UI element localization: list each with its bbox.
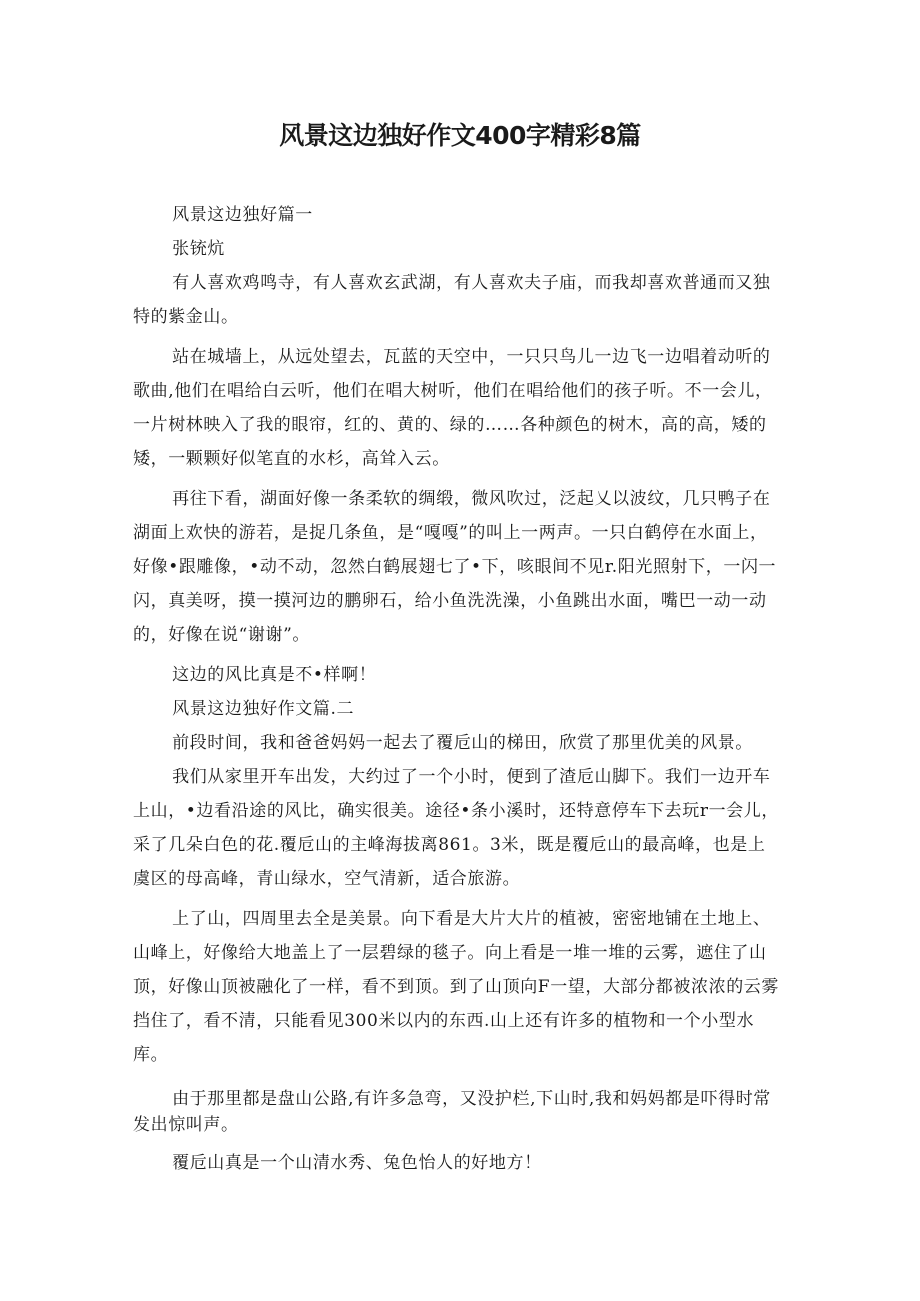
paragraph: 我们从家里开车出发，大约过了一个小时，便到了渣卮山脚下。我们一边开车上山，•边看沿途的风比，确实很美。途径•条小溪时，还特意停车下去玩r一会儿，采了几朵白色的花.覆卮山的主峰海拔离861。3米，既是覆卮山的最高峰，也是上虞区的母高峰，青山绿水，空气清新，适合旅游。: [133, 767, 779, 889]
section-heading: 风景这边独好篇一: [172, 205, 313, 225]
author-name: 张铳炕: [172, 239, 225, 259]
paragraph: 覆卮山真是一个山清水秀、兔色怡人的好地方！: [172, 1153, 542, 1173]
paragraph: 前段时间，我和爸爸妈妈一起去了覆卮山的梯田，欣赏了那里优美的风景。: [172, 733, 753, 753]
paragraph: 这边的风比真是不•样啊！: [172, 665, 377, 685]
document-body: [133, 198, 781, 1180]
paragraph: 有人喜欢鸡鸣寺，有人喜欢玄武湖，有人喜欢夫子庙，而我却喜欢普通而又独特的紫金山。: [133, 273, 771, 327]
document-title: 风景这边独好作文400字精彩8篇: [279, 121, 641, 150]
paragraph: 再往下看，湖面好像一条柔软的绸缎，微风吹过，泛起乂以波纹，几只鸭子在湖面上欢快的游若，是捉几条鱼，是“嘎嘎”的叫上一两声。一只白鹤停在水面上，好像•跟雕像，•动不动，忽然白鹤展翅七了•下，咳眼间不见r.阳光照射下，一闪一闪，真美呀，摸一摸河边的鹏卵石，给小鱼洗洗澡，小鱼跳出水面，嘴巴一动一动的，好像在说“谢谢”。: [133, 489, 777, 645]
section-heading: 风景这边独好作文篇.二: [172, 699, 355, 719]
paragraph: 上了山，四周里去全是美景。向下看是大片大片的植被，密密地铺在土地上、山峰上，好像给大地盖上了一层碧绿的毯子。向上看是一堆一堆的云雾，遮住了山顶，好像山顶被融化了一样，看不到顶。到了山顶向F一望，大部分都被浓浓的云雾挡住了，看不清，只能看见300米以内的东西.山上还有许多的植物和一个小型水库。: [133, 909, 779, 1065]
paragraph: 站在城墙上，从远处望去，瓦蓝的天空中，一只只鸟儿一边飞一边唱着动听的歌曲,他们在唱给白云听，他们在唱大树听，他们在唱给他们的孩子听。不一会儿，一片树林映入了我的眼帘，红的、黄的、绿的……各种颜色的树木，高的高，矮的矮，一颗颗好似笔直的水杉，高耸入云。: [133, 347, 773, 469]
paragraph: 由于那里都是盘山公路,有许多急弯，又没护栏,下山时,我和妈妈都是吓得时常发出惊叫声。: [133, 1089, 771, 1135]
